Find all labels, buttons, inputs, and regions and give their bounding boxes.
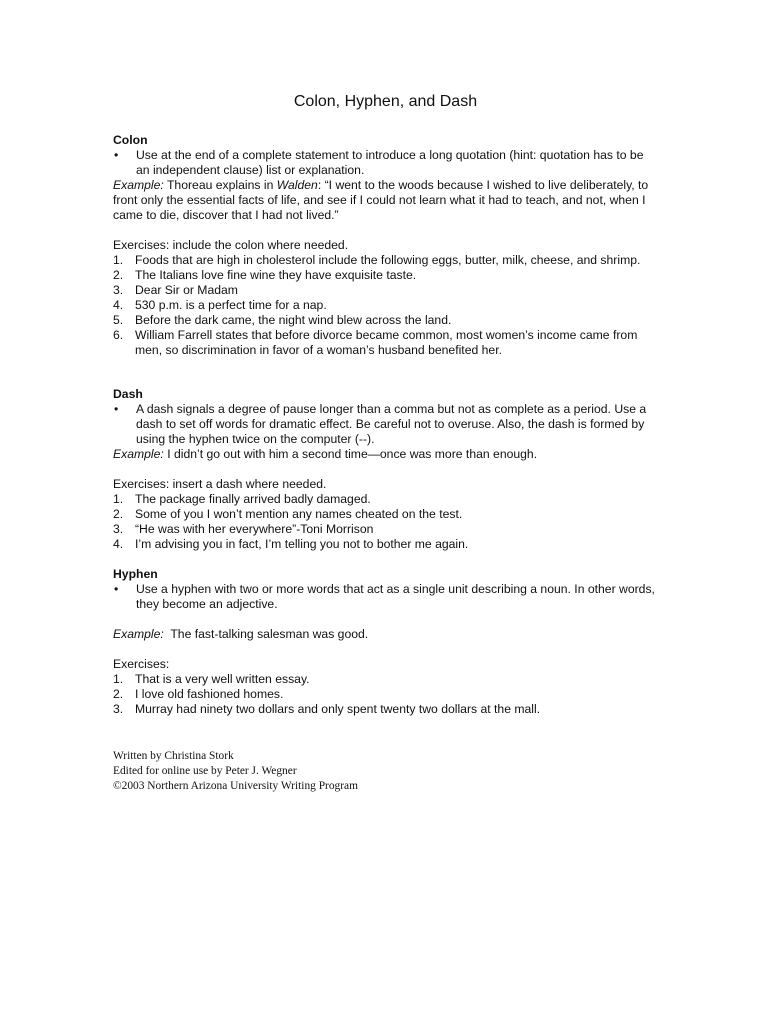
exercise-item (113, 687, 658, 702)
hyphen-example-label: Example: (113, 627, 164, 641)
exercise-number: 2. (113, 687, 124, 701)
exercise-item (113, 328, 658, 358)
dash-example-label: Example: (113, 447, 164, 461)
exercise-item (113, 268, 658, 283)
bullet-icon: • (114, 148, 119, 162)
credit-copyright: ©2003 Northern Arizona University Writing Program (113, 780, 358, 792)
exercise-number: 1. (113, 492, 124, 506)
dash-bullet-text: A dash signals a degree of pause longer than a comma but not as complete as a period. Use a dash to set off words for dramatic effect. Be careful not to overuse. Also, the dash is formed by using the hyphen twice on the computer (--). (136, 402, 647, 446)
exercise-number: 2. (113, 268, 124, 282)
exercise-text: Murray had ninety two dollars and only spent twenty two dollars at the mall. (135, 702, 541, 716)
credit-editor: Edited for online use by Peter J. Wegner (113, 765, 297, 777)
exercise-text: Foods that are high in cholesterol include the following eggs, butter, milk, cheese, and shrimp. (135, 253, 641, 267)
exercise-text: Dear Sir or Madam (135, 283, 238, 297)
colon-section (113, 133, 658, 358)
exercise-number: 6. (113, 328, 124, 342)
exercise-item (113, 492, 658, 507)
exercise-item (113, 537, 658, 552)
colon-bullet-text: Use at the end of a complete statement to introduce a long quotation (hint: quotation has to be an independent clause) list or explanation. (136, 148, 644, 177)
hyphen-bullet (113, 582, 658, 612)
bullet-icon: • (114, 402, 119, 416)
page-title: Colon, Hyphen, and Dash (293, 93, 478, 110)
colon-example (113, 178, 658, 223)
hyphen-example-text: The fast-talking salesman was good. (163, 627, 369, 641)
colon-example-pre: Thoreau explains in (163, 178, 277, 192)
exercise-number: 1. (113, 672, 124, 686)
dash-section (113, 387, 658, 552)
exercise-text: The Italians love fine wine they have exquisite taste. (135, 268, 417, 282)
hyphen-heading: Hyphen (113, 567, 158, 581)
colon-bullet (113, 148, 658, 178)
exercise-item (113, 702, 658, 717)
colon-exercise-list (113, 253, 658, 358)
exercise-text: That is a very well written essay. (135, 672, 310, 686)
exercise-item (113, 298, 658, 313)
colon-example-quote: : “I went to the woods because I wished to live deliberately, to front only the essential facts of life, and see if I could not learn what it had to teach, and not, when I came to die, discover that I had not lived.” (113, 178, 649, 222)
exercise-item (113, 283, 658, 298)
colon-example-book: Walden (276, 178, 318, 192)
exercise-item (113, 313, 658, 328)
exercise-item (113, 253, 658, 268)
exercise-number: 2. (113, 507, 124, 521)
exercise-item (113, 672, 658, 687)
credits-block (113, 749, 658, 794)
exercise-text: Before the dark came, the night wind blew across the land. (135, 313, 452, 327)
exercise-item (113, 522, 658, 537)
exercise-text: William Farrell states that before divorce became common, most women’s income came from men, so discrimination in favor of a woman’s husband benefited her. (135, 328, 638, 357)
colon-exercises-label: Exercises: include the colon where needed. (113, 238, 349, 252)
colon-example-label: Example: (113, 178, 164, 192)
dash-exercises-label: Exercises: insert a dash where needed. (113, 477, 327, 491)
exercise-number: 3. (113, 702, 124, 716)
exercise-text: I’m advising you in fact, I’m telling you not to bother me again. (135, 537, 469, 551)
hyphen-section (113, 567, 658, 717)
exercise-item (113, 507, 658, 522)
exercise-text: I love old fashioned homes. (135, 687, 284, 701)
exercise-number: 3. (113, 283, 124, 297)
credit-author: Written by Christina Stork (113, 750, 234, 762)
exercise-number: 4. (113, 537, 124, 551)
dash-heading: Dash (113, 387, 143, 401)
document-body (113, 92, 658, 794)
hyphen-bullet-text: Use a hyphen with two or more words that act as a single unit describing a noun. In other words, they become an adjective. (136, 582, 655, 611)
dash-example-text: I didn’t go out with him a second time—once was more than enough. (163, 447, 538, 461)
bullet-icon: • (114, 582, 119, 596)
hyphen-exercise-list (113, 672, 658, 717)
exercise-number: 3. (113, 522, 124, 536)
exercise-number: 5. (113, 313, 124, 327)
exercise-text: The package finally arrived badly damaged. (135, 492, 371, 506)
exercise-number: 1. (113, 253, 124, 267)
dash-example (113, 447, 658, 462)
exercise-text: “He was with her everywhere”-Toni Morrison (135, 522, 374, 536)
exercise-text: Some of you I won’t mention any names cheated on the test. (135, 507, 463, 521)
colon-heading: Colon (113, 133, 148, 147)
dash-exercise-list (113, 492, 658, 552)
hyphen-exercises-label: Exercises: (113, 657, 170, 671)
dash-bullet (113, 402, 658, 447)
hyphen-example (113, 627, 658, 642)
exercise-number: 4. (113, 298, 124, 312)
exercise-text: 530 p.m. is a perfect time for a nap. (135, 298, 327, 312)
